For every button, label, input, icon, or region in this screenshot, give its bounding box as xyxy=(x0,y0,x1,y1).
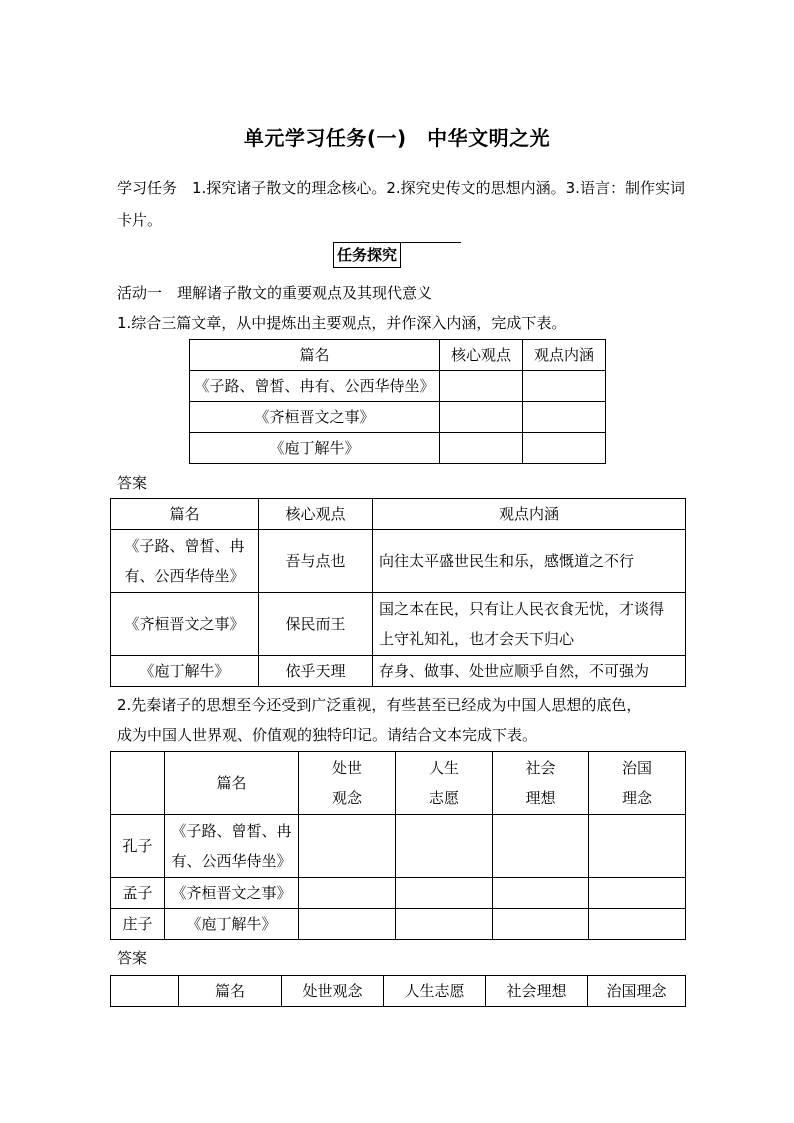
table-cell-title: 《齐桓晋文之事》 xyxy=(165,878,299,909)
table-row xyxy=(111,593,686,656)
table-header-cell: 社会理想 xyxy=(486,976,588,1007)
table-header-cell xyxy=(299,752,396,815)
table-cell-empty xyxy=(523,433,606,464)
cell-text: 处世 xyxy=(331,759,362,777)
table-cell-empty xyxy=(493,878,589,909)
table-cell-empty xyxy=(396,909,493,940)
cell-text: 理想 xyxy=(525,789,556,807)
cell-text: 理念 xyxy=(621,789,652,807)
table-header-cell-empty xyxy=(111,752,165,815)
table-row xyxy=(111,909,686,940)
table-header-cell: 核心观点 xyxy=(440,340,523,371)
table-row xyxy=(111,815,686,878)
table-cell-empty xyxy=(440,433,523,464)
cell-text: 有、公西华侍坐》 xyxy=(124,567,245,585)
question-1: 1.综合三篇文章，从中提炼出主要观点，并作深入内涵，完成下表。 xyxy=(117,314,567,332)
table-cell-empty xyxy=(299,815,396,878)
table-cell-title: 《庖丁解牛》 xyxy=(111,656,259,687)
section-badge-rule xyxy=(399,242,461,243)
table-cell-meaning: 向往太平盛世民生和乐，感慨道之不行 xyxy=(373,530,686,593)
table-cell-person: 庄子 xyxy=(111,909,165,940)
table-header-cell: 核心观点 xyxy=(259,499,373,530)
table-cell-empty xyxy=(589,815,686,878)
table-row xyxy=(190,402,606,433)
cell-text: 观念 xyxy=(331,789,362,807)
table-2-answer xyxy=(110,498,686,687)
cell-text: 国之本在民，只有让人民衣食无忧，才谈得 xyxy=(379,600,665,618)
answer-label-2: 答案 xyxy=(117,949,148,967)
cell-text: 治国 xyxy=(621,759,652,777)
table-cell-empty xyxy=(493,909,589,940)
table-cell-empty xyxy=(299,878,396,909)
table-cell-title: 《子路、曾皙、冉有、公西华侍坐》 xyxy=(190,371,440,402)
table-header-cell: 篇名 xyxy=(111,499,259,530)
table-row xyxy=(111,656,686,687)
table-cell-view: 保民而王 xyxy=(259,593,373,656)
table-cell-person: 孔子 xyxy=(111,815,165,878)
cell-text: 社会 xyxy=(525,759,556,777)
table-header-cell xyxy=(396,752,493,815)
learning-task-intro: 学习任务 1.探究诸子散文的理念核心。2.探究史传文的思想内涵。3.语言：制作实词卡片。 xyxy=(117,179,685,229)
cell-text: 《子路、曾皙、冉 xyxy=(171,822,292,840)
table-cell-empty xyxy=(396,815,493,878)
page-title: 单元学习任务(一) 中华文明之光 xyxy=(243,126,551,150)
table-header-cell: 篇名 xyxy=(165,752,299,815)
table-cell-title: 《齐桓晋文之事》 xyxy=(190,402,440,433)
table-header-cell: 处世观念 xyxy=(282,976,384,1007)
table-cell-empty xyxy=(396,878,493,909)
table-header-row xyxy=(190,340,606,371)
table-cell-view: 依乎天理 xyxy=(259,656,373,687)
table-cell-title xyxy=(111,530,259,593)
table-header-cell: 篇名 xyxy=(179,976,282,1007)
question-2-line1: 2.先秦诸子的思想至今还受到广泛重视，有些甚至已经成为中国人思想的底色， xyxy=(117,696,642,714)
cell-text: 《子路、曾皙、冉 xyxy=(124,537,245,555)
cell-text: 志愿 xyxy=(428,789,459,807)
table-header-cell xyxy=(493,752,589,815)
table-header-row xyxy=(111,499,686,530)
table-cell-empty xyxy=(523,371,606,402)
table-cell-empty xyxy=(299,909,396,940)
table-row xyxy=(190,433,606,464)
table-header-row xyxy=(111,976,686,1007)
table-row xyxy=(111,878,686,909)
activity-heading: 活动一 理解诸子散文的重要观点及其现代意义 xyxy=(117,284,433,302)
table-header-cell: 篇名 xyxy=(190,340,440,371)
table-cell-empty xyxy=(523,402,606,433)
table-cell-meaning: 存身、做事、处世应顺乎自然，不可强为 xyxy=(373,656,686,687)
table-cell-meaning xyxy=(373,593,686,656)
table-cell-title: 《齐桓晋文之事》 xyxy=(111,593,259,656)
cell-text: 上守礼知礼，也才会天下归心 xyxy=(379,630,575,648)
table-4-answer xyxy=(110,975,686,1007)
table-header-cell: 治国理念 xyxy=(588,976,686,1007)
section-badge-label: 任务探究 xyxy=(333,242,401,268)
table-cell-view: 吾与点也 xyxy=(259,530,373,593)
question-2-line2: 成为中国人世界观、价值观的独特印记。请结合文本完成下表。 xyxy=(117,726,538,744)
table-cell-empty xyxy=(589,878,686,909)
table-cell-empty xyxy=(440,402,523,433)
table-cell-person: 孟子 xyxy=(111,878,165,909)
table-header-cell: 人生志愿 xyxy=(384,976,486,1007)
table-header-cell-empty xyxy=(111,976,179,1007)
table-cell-empty xyxy=(440,371,523,402)
table-cell-title: 《庖丁解牛》 xyxy=(165,909,299,940)
table-3-blank xyxy=(110,751,686,940)
answer-label: 答案 xyxy=(117,474,148,492)
table-cell-empty xyxy=(589,909,686,940)
table-cell-title xyxy=(165,815,299,878)
table-cell-title: 《庖丁解牛》 xyxy=(190,433,440,464)
table-row xyxy=(190,371,606,402)
table-row xyxy=(111,530,686,593)
table-header-cell: 观点内涵 xyxy=(523,340,606,371)
cell-text: 人生 xyxy=(428,759,459,777)
table-header-cell xyxy=(589,752,686,815)
table-1-blank xyxy=(189,339,606,464)
cell-text: 有、公西华侍坐》 xyxy=(171,852,292,870)
table-header-cell: 观点内涵 xyxy=(373,499,686,530)
table-header-row xyxy=(111,752,686,815)
table-cell-empty xyxy=(493,815,589,878)
section-badge xyxy=(333,242,461,270)
